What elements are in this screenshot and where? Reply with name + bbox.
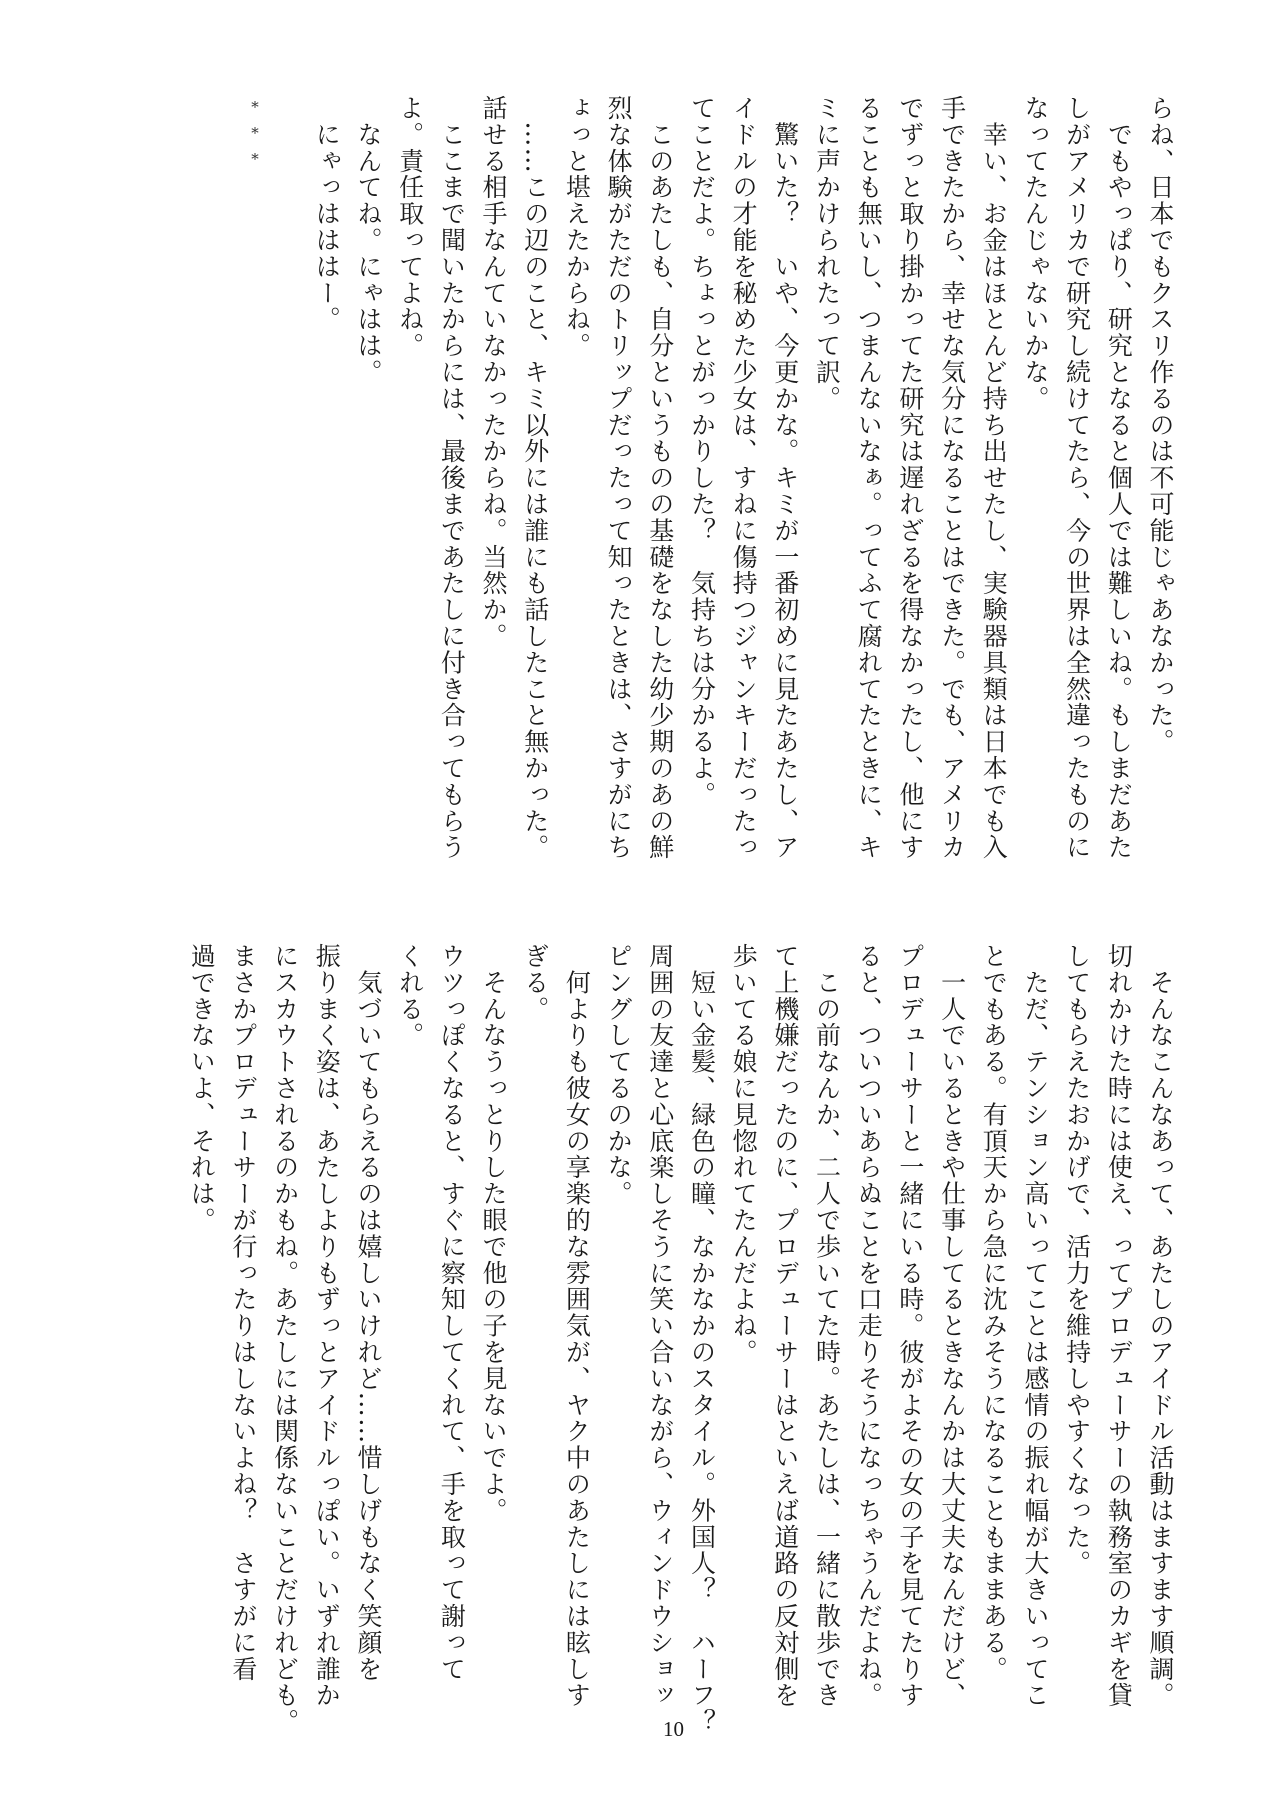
- text-column: 幸い、お金はほとんど持ち出せたし、実験器具類は日本でも入: [979, 95, 1009, 861]
- text-column: そんなうっとりした眼で他の子を見ないでよ。: [479, 943, 508, 1524]
- text-column: 切れかけた時には使え、ってプロデューサーの執務室のカギを貸: [1104, 943, 1134, 1709]
- text-column: にスカウトされるのかもね。あたしには関係ないことだけれども。: [270, 943, 300, 1735]
- text-column: この前なんか、二人で歩いてた時。あたしは、一緒に散歩でき: [812, 943, 842, 1709]
- text-column: なんてね。にゃはは。: [353, 95, 383, 386]
- text-column: にゃっはははー。: [312, 95, 342, 333]
- text-column: らね、日本でもクスリ作るのは不可能じゃあなかった。: [1146, 95, 1175, 755]
- text-column: 烈な体験がただのトリップだったって知ったときは、さすがにち: [604, 95, 634, 861]
- text-column: ることも無いし、つまんないなぁ。ってふて腐れてたときに、キ: [854, 95, 884, 861]
- text-column: 周囲の友達と心底楽しそうに笑い合いながら、ウィンドウショッ: [645, 943, 675, 1709]
- text-column: 過できないよ、それは。: [187, 943, 217, 1234]
- text-column: プロデューサーと一緒にいる時。彼がよその女の子を見てたりす: [895, 943, 925, 1709]
- text-column: 手できたから、幸せな気分になることはできた。でも、アメリカ: [937, 95, 967, 861]
- text-column: ……この辺のこと、キミ以外には誰にも話したこと無かった。: [520, 95, 550, 861]
- text-column: ただ、テンション高いってことは感情の振れ幅が大きいってこ: [1020, 943, 1050, 1709]
- text-column: なってたんじゃないかな。: [1020, 95, 1050, 412]
- text-column: 振りまく姿は、あたしよりもずっとアイドルっぽい。いずれ誰か: [312, 943, 342, 1709]
- text-column: ここまで聞いたからには、最後まであたしに付き合ってもらう: [437, 95, 467, 861]
- text-column: イドルの才能を秘めた少女は、すねに傷持つジャンキーだったっ: [729, 95, 759, 861]
- text-column: ょっと堪えたからね。: [562, 95, 592, 359]
- text-column: でずっと取り掛かってた研究は遅れざるを得なかったし、他にす: [895, 95, 925, 861]
- text-column: てことだよ。ちょっとがっかりした？ 気持ちは分かるよ。: [687, 95, 717, 808]
- text-column: 話せる相手なんていなかったからね。当然か。: [479, 95, 508, 650]
- text-column: とでもある。有頂天から急に沈みそうになることもままある。: [979, 943, 1009, 1683]
- text-column: 歩いてる娘に見惚れてたんだよね。: [729, 943, 759, 1366]
- page-number: 10: [663, 1717, 684, 1741]
- text-column: してもらえたおかげで、活力を維持しやすくなった。: [1062, 943, 1092, 1577]
- text-column: 何よりも彼女の享楽的な雰囲気が、ヤク中のあたしには眩しす: [562, 943, 592, 1709]
- text-column: しがアメリカで研究し続けてたら、今の世界は全然違ったものに: [1062, 95, 1092, 861]
- text-column: 気づいてもらえるのは嬉しいけれど……惜しげもなく笑顔を: [353, 943, 383, 1683]
- text-column: て上機嫌だったのに、プロデューサーはといえば道路の反対側を: [770, 943, 800, 1709]
- text-column: ミに声かけられたって訳。: [812, 95, 842, 412]
- text-column: 一人でいるときや仕事してるときなんかは大丈夫なんだけど、: [937, 943, 967, 1709]
- text-column: くれる。: [395, 943, 425, 1049]
- text-column: ピングしてるのかな。: [604, 943, 634, 1207]
- scene-break-asterisks: ***: [246, 98, 264, 176]
- text-column: このあたしも、自分というものの基礎をなした幼少期のあの鮮: [645, 95, 675, 861]
- top-text-block: [306, 95, 1181, 861]
- text-column: ると、ついついあらぬことを口走りそうになっちゃうんだよね。: [854, 943, 884, 1709]
- text-column: 短い金髪、緑色の瞳、なかなかのスタイル。外国人？ ハーフ？: [687, 943, 717, 1735]
- text-column: ウツっぽくなると、すぐに察知してくれて、手を取って謝って: [437, 943, 467, 1683]
- text-column: でもやっぱり、研究となると個人では難しいね。もしまだあた: [1104, 95, 1134, 861]
- text-column: 驚いた？ いや、今更かな。キミが一番初めに見たあたし、ア: [770, 95, 800, 861]
- text-column: まさかプロデューサーが行ったりはしないよね？ さすがに看: [228, 943, 258, 1683]
- text-column: そんなこんなあって、あたしのアイドル活動はますます順調。: [1146, 943, 1175, 1709]
- text-column: ぎる。: [520, 943, 550, 1023]
- text-column: よ。責任取ってよね。: [395, 95, 425, 359]
